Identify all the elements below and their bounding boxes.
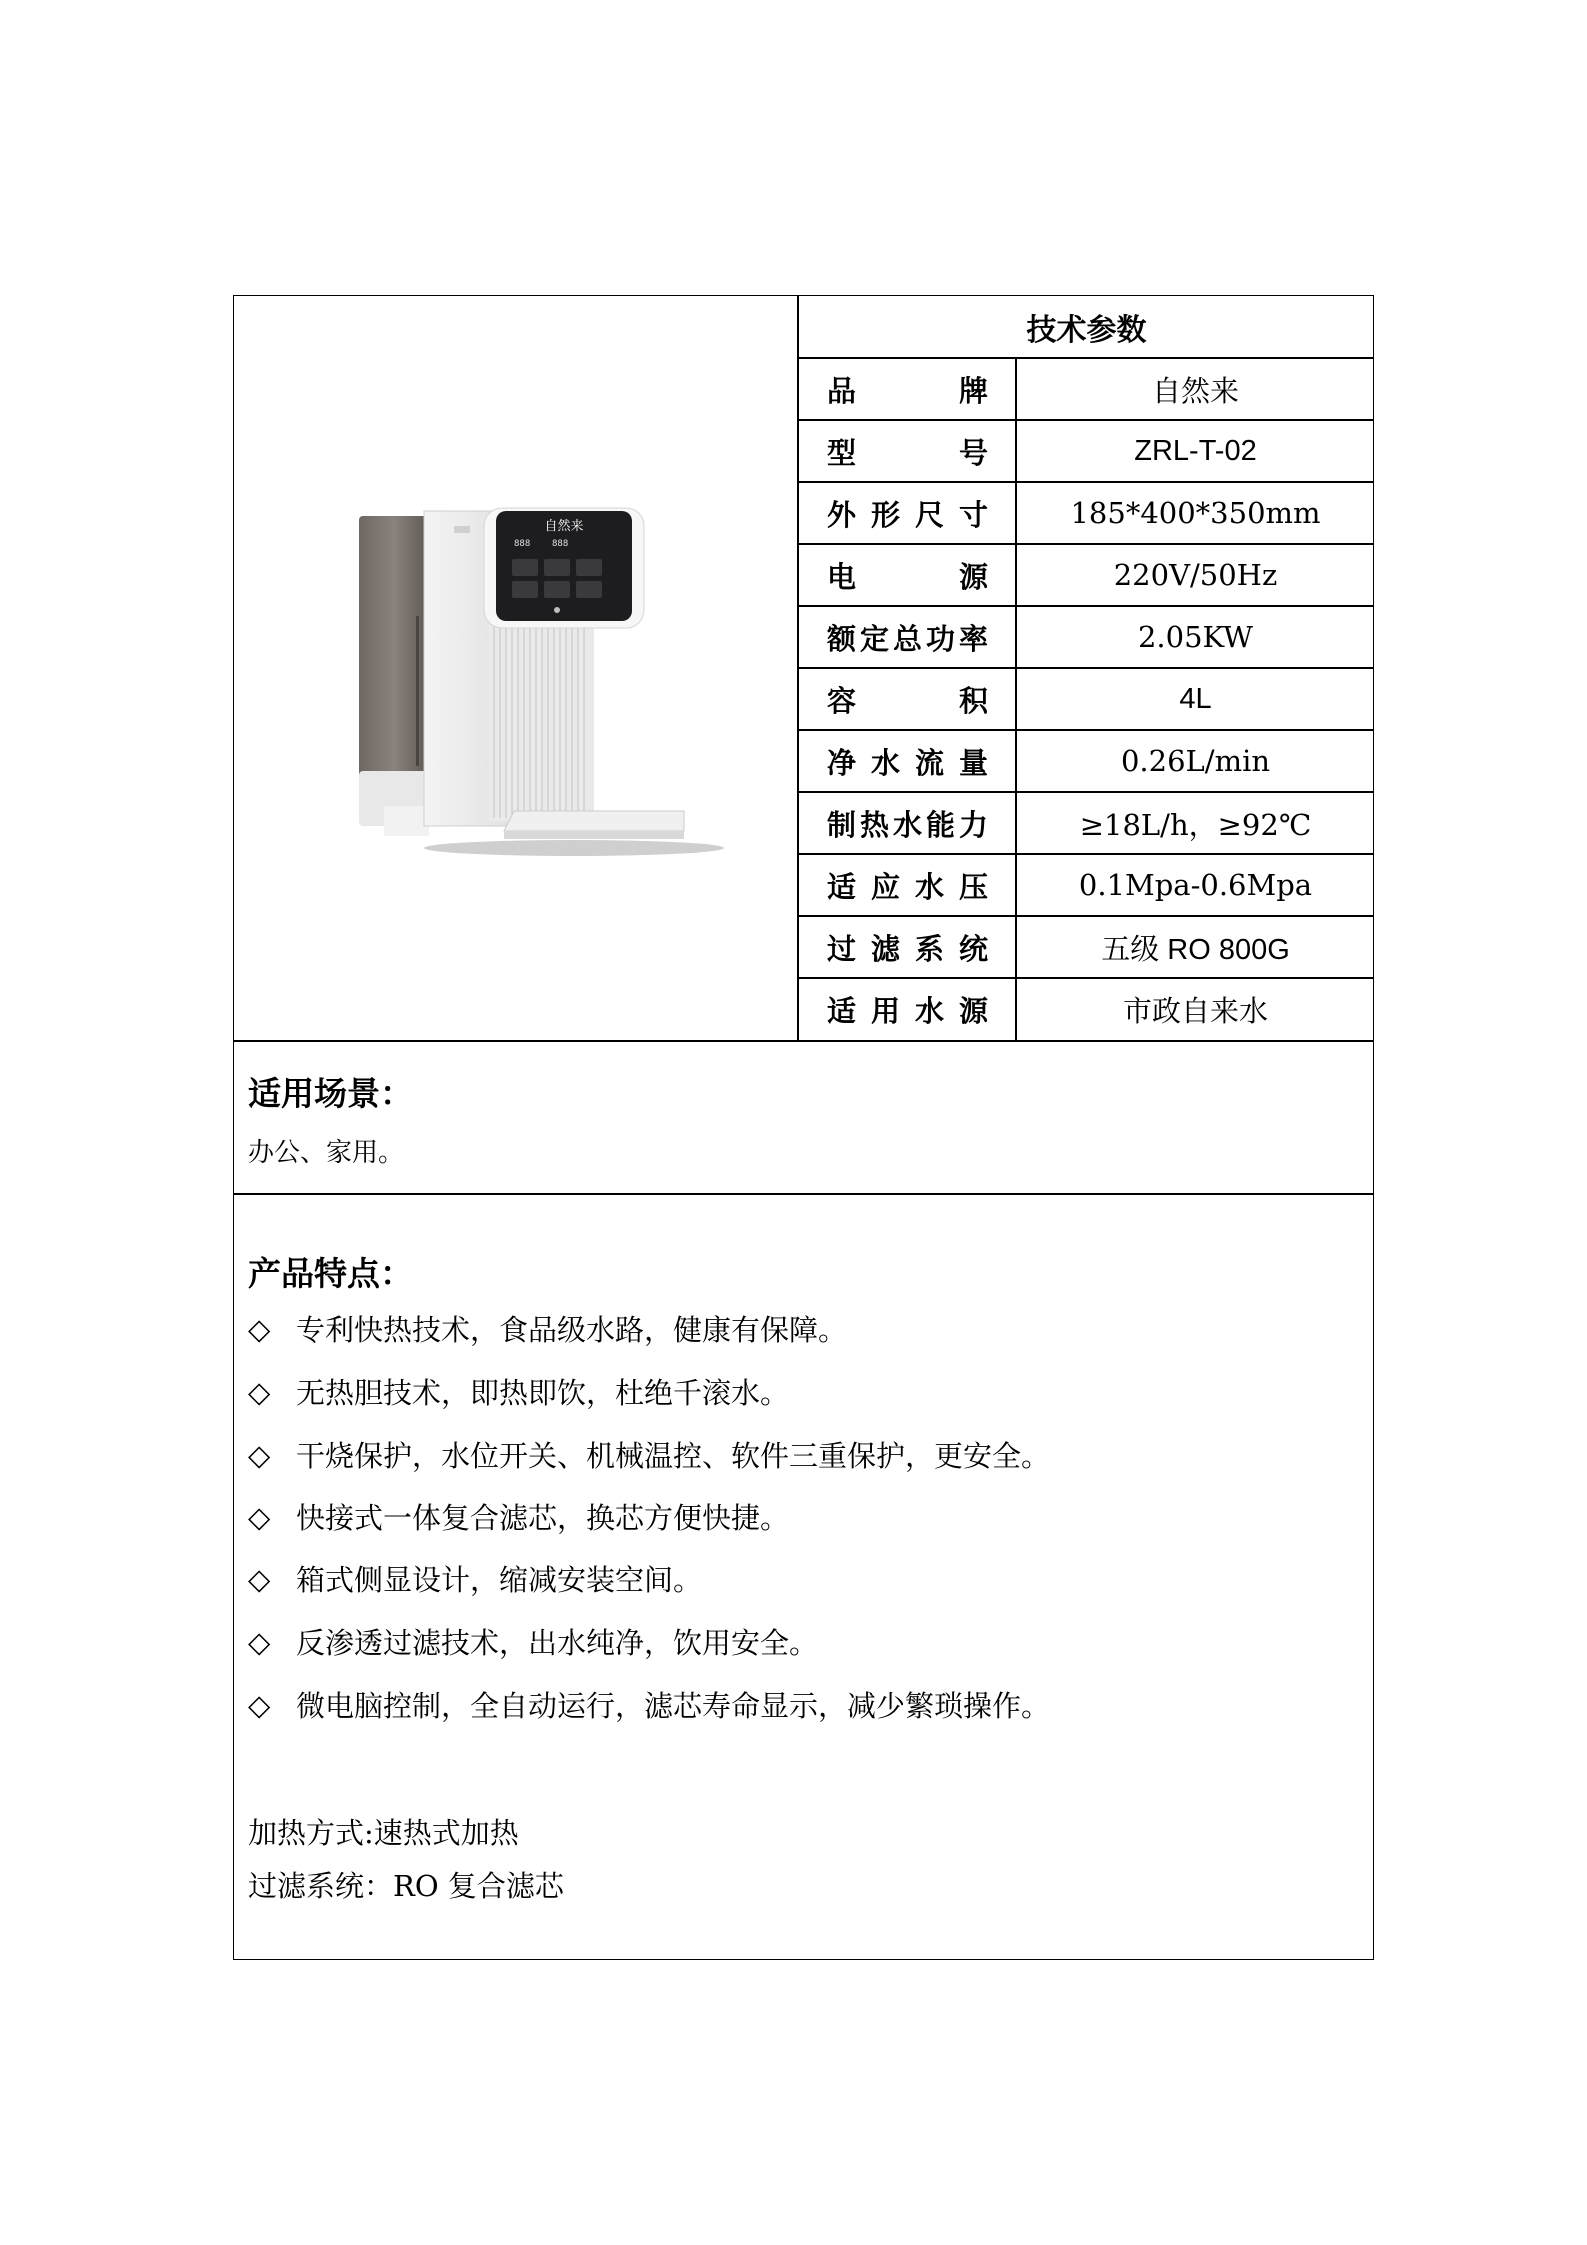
spec-value-heating-capacity: ≥18L/h，≥92℃ [1079,807,1312,842]
scenes-text: 办公、家用。 [248,1138,405,1168]
spec-sheet [233,295,1374,1960]
spec-label-water-source: 适用水源 [827,993,988,1028]
feature-item: ◇ 无热胆技术，即热即饮，杜绝千滚水。 [248,1374,790,1410]
spec-value-capacity: 4L [1179,682,1212,715]
spec-table-title: 技术参数 [1026,313,1147,348]
spec-value-brand: 自然来 [1151,373,1239,408]
spec-value-filter-system: 五级 RO 800G [1101,933,1290,966]
spec-value-rated-power: 2.05KW [1137,620,1253,654]
heating-method: 加热方式:速热式加热 [248,1816,519,1850]
svg-text:888: 888 [552,539,569,549]
spec-label-water-pressure: 适应水压 [827,869,988,904]
diamond-bullet-icon: ◇ [248,1687,271,1722]
spec-label-filter-system: 过滤系统 [827,931,988,966]
spec-label-flow-rate: 净水流量 [827,745,988,780]
spec-label-dimensions: 外形尺寸 [827,497,988,532]
feature-item: ◇ 干烧保护，水位开关、机械温控、软件三重保护，更安全。 [248,1437,1051,1473]
spec-value-model: ZRL-T-02 [1134,434,1257,467]
spec-label-power-supply: 电源 [827,559,988,594]
spec-value-water-source: 市政自来水 [1122,993,1268,1028]
feature-item: ◇ 微电脑控制，全自动运行，滤芯寿命显示，减少繁琐操作。 [248,1687,1051,1723]
water-dispenser-image [354,506,734,866]
diamond-bullet-icon: ◇ [248,1624,271,1659]
svg-text:自然来: 自然来 [544,519,584,534]
feature-item: ◇ 反渗透过滤技术，出水纯净，饮用安全。 [248,1624,819,1660]
filter-system-note: 过滤系统：RO 复合滤芯 [248,1869,564,1903]
spec-value-water-pressure: 0.1Mpa-0.6Mpa [1078,868,1313,902]
spec-label-brand: 品牌 [827,373,988,408]
ribbed-panel [489,596,594,821]
diamond-bullet-icon: ◇ [248,1561,271,1596]
spec-value-power-supply: 220V/50Hz [1113,558,1278,592]
spec-value-flow-rate: 0.26L/min [1120,744,1271,778]
feature-item: ◇ 专利快热技术，食品级水路，健康有保障。 [248,1311,848,1347]
features-heading: 产品特点： [248,1254,413,1293]
feature-item: ◇ 快接式一体复合滤芯，换芯方便快捷。 [248,1499,790,1535]
spec-label-heating-capacity: 制热水能力 [827,807,988,842]
spec-label-rated-power: 额定总功率 [827,621,988,656]
svg-text:888: 888 [514,539,531,549]
spec-label-model: 型号 [827,435,988,470]
scenes-heading: 适用场景： [248,1074,413,1113]
spec-value-dimensions: 185*400*350mm [1070,496,1321,530]
diamond-bullet-icon: ◇ [248,1437,271,1472]
diamond-bullet-icon: ◇ [248,1499,271,1534]
spec-label-capacity: 容积 [827,683,988,718]
diamond-bullet-icon: ◇ [248,1374,271,1409]
diamond-bullet-icon: ◇ [248,1311,271,1346]
feature-item: ◇ 箱式侧显设计，缩减安装空间。 [248,1561,703,1597]
section-divider [234,1040,1374,1042]
section-divider [234,1193,1374,1195]
